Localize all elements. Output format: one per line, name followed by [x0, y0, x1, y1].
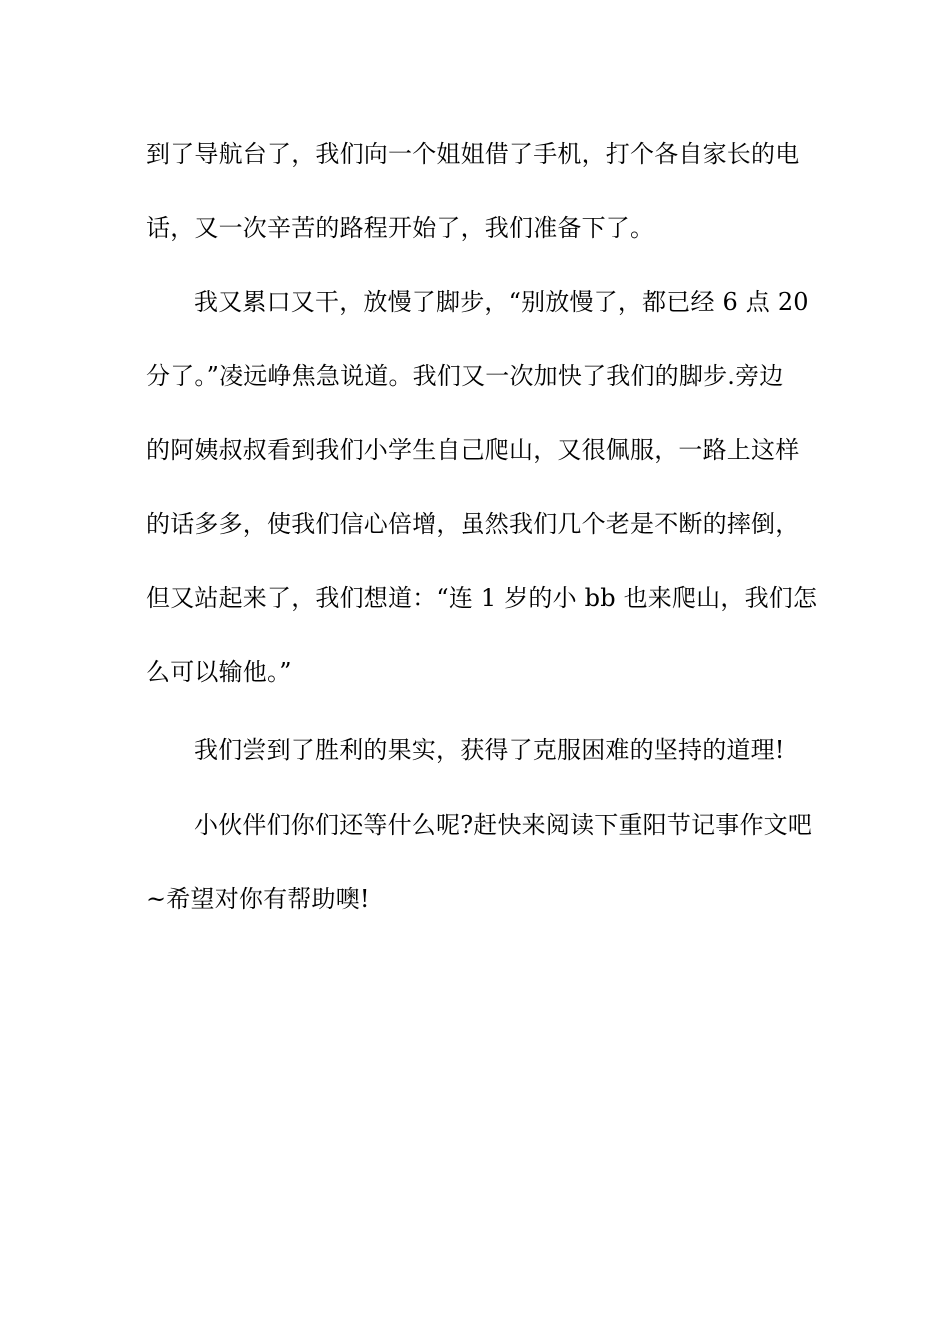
paragraph-2-line-5: 但又站起来了，我们想道：“连 1 岁的小 bb 也来爬山，我们怎	[146, 584, 818, 612]
paragraph-4-line-2: ~希望对你有帮助噢!	[146, 885, 370, 913]
paragraph-2-line-1: 我又累口又干，放慢了脚步，“别放慢了，都已经 6 点 20	[194, 288, 809, 316]
paragraph-2-line-6: 么可以输他。”	[146, 658, 292, 686]
paragraph-2-line-4: 的话多多，使我们信心倍增，虽然我们几个老是不断的摔倒，	[146, 510, 800, 538]
paragraph-2-line-3: 的阿姨叔叔看到我们小学生自己爬山，又很佩服，一路上这样	[146, 436, 800, 464]
paragraph-2-line-2: 分了。”凌远峥焦急说道。我们又一次加快了我们的脚步.旁边	[146, 362, 784, 390]
paragraph-1-line-1: 到了导航台了，我们向一个姐姐借了手机，打个各自家长的电	[146, 140, 800, 168]
paragraph-4-line-1: 小伙伴们你们还等什么呢?赶快来阅读下重阳节记事作文吧	[194, 811, 813, 839]
paragraph-3-line-1: 我们尝到了胜利的果实，获得了克服困难的坚持的道理!	[194, 736, 785, 764]
paragraph-1-line-2: 话，又一次辛苦的路程开始了，我们准备下了。	[146, 214, 655, 242]
